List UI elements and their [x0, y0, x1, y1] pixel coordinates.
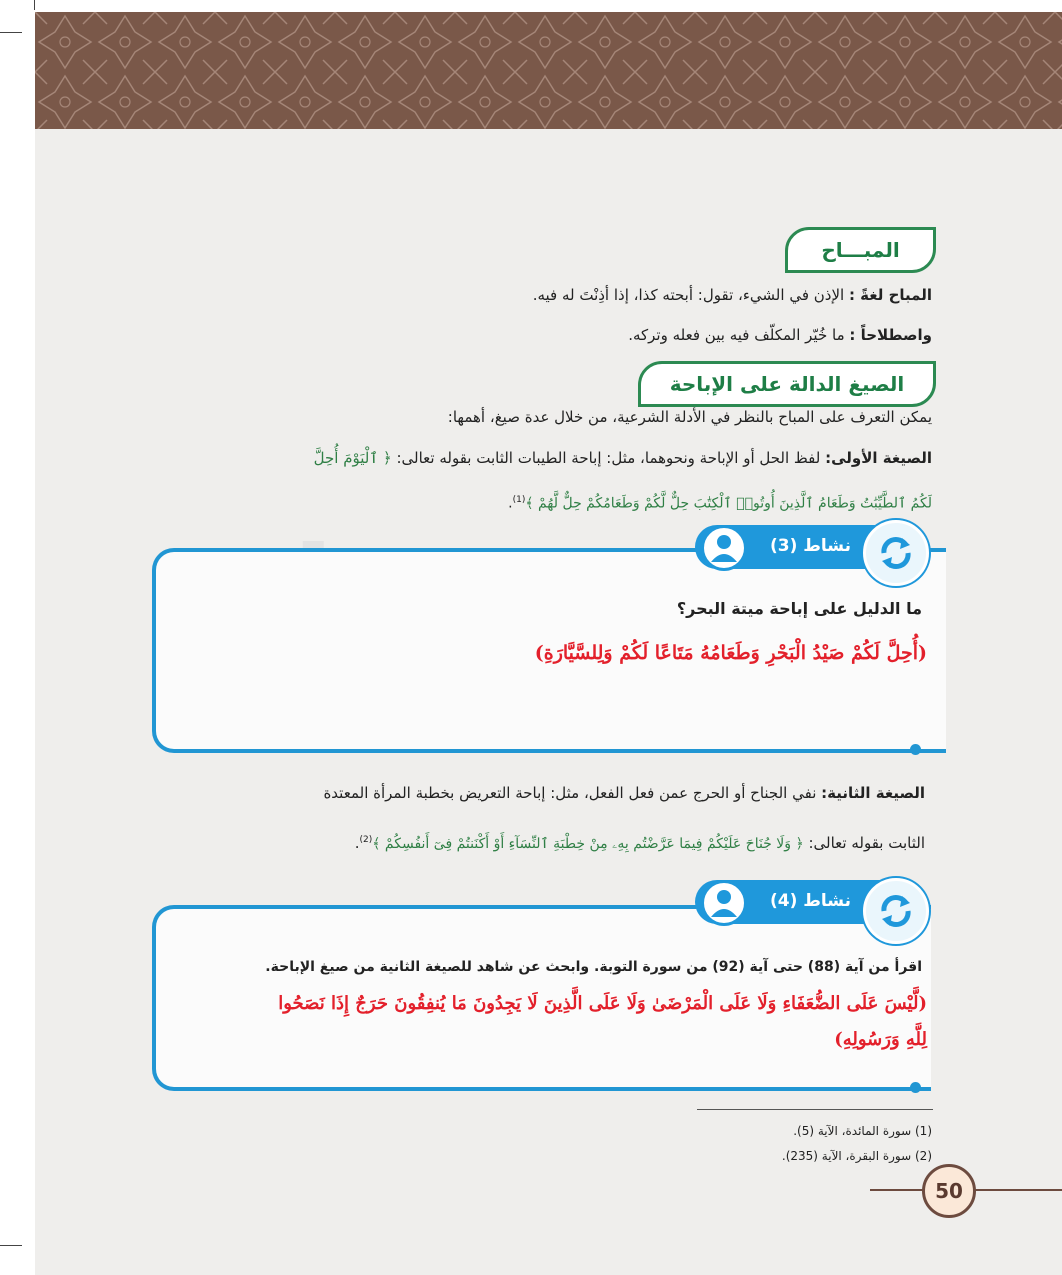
- footnote-2: (2) سورة البقرة، الآية (235).: [781, 1149, 932, 1163]
- second-form-text-b: الثابت بقوله تعالى:: [808, 834, 925, 852]
- refresh-cycle-icon: [863, 878, 929, 944]
- crop-mark: [34, 0, 35, 10]
- activity-3-answer: (أُحِلَّ لَكُمْ صَيْدُ الْبَحْرِ وَطَعَامُهُ مَتَاعًا لَكُمْ وَلِلسَّيَّارَةِ): [534, 642, 927, 664]
- activity-4-question: اقرأ من آية (88) حتى آية (92) من سورة التوبة. وابحث عن شاهد للصيغة الثانية من صيغ الإباحة.: [265, 959, 922, 975]
- footnote-ref-2: (2): [359, 835, 373, 845]
- definition-lugha: [533, 285, 932, 305]
- refresh-cycle-icon: [863, 520, 929, 586]
- activity-4-answer-line-2: لِلَّهِ وَرَسُولِهِ): [834, 1029, 927, 1050]
- frame-end-dot: [910, 1082, 921, 1093]
- decorative-banner: [35, 12, 1062, 129]
- first-verse-start: ﴿ ٱلْيَوْمَ أُحِلَّ: [313, 449, 392, 467]
- activity-4-answer-line-1: (لَّيْسَ عَلَى الضُّعَفَاءِ وَلَا عَلَى الْمَرْضَىٰ وَلَا عَلَى الَّذِينَ لَا يَجِدُونَ مَا يُنفِقُونَ حَرَجٌ إِذَا نَصَحُوا: [278, 993, 927, 1014]
- crop-mark: [0, 32, 22, 33]
- textbook-page: [35, 12, 1062, 1275]
- istilah-label: واصطلاحاً :: [849, 326, 932, 344]
- footnote-1: (1) سورة المائدة، الآية (5).: [793, 1124, 932, 1138]
- second-form: [323, 783, 925, 803]
- activity-3-label: نشاط (3): [769, 536, 851, 556]
- crop-mark: [0, 1245, 22, 1246]
- lugha-label: المباح لغةً :: [848, 286, 932, 304]
- first-form-text: لفظ الحل أو الإباحة ونحوهما، مثل: إباحة الطيبات الثابت بقوله تعالى:: [396, 449, 826, 467]
- section-heading-siyagh: الصيغ الدالة على الإباحة: [638, 361, 936, 407]
- person-icon: [701, 525, 747, 571]
- definition-istilah: [628, 325, 932, 345]
- first-form-label: الصيغة الأولى:: [825, 449, 932, 467]
- page-number: 50: [922, 1164, 976, 1218]
- second-form-label: الصيغة الثانية:: [821, 784, 925, 802]
- activity-3-question: ما الدليل على إباحة ميتة البحر؟: [676, 599, 922, 618]
- person-icon: [701, 880, 747, 926]
- istilah-text: ما خُيّر المكلّف فيه بين فعله وتركه.: [628, 326, 850, 344]
- first-verse-end: لَكُمُ ٱلطَّيِّبَٰتُ وَطَعَامُ ٱلَّذِينَ أُوتُوا۟ ٱلْكِتَٰبَ حِلٌّ لَّكُمْ وَطَعَامُكُمْ حِلٌّ لَّهُمْ ﴾: [525, 495, 932, 512]
- first-verse-line: لَكُمُ ٱلطَّيِّبَٰتُ وَطَعَامُ ٱلَّذِينَ أُوتُوا۟ ٱلْكِتَٰبَ حِلٌّ لَّكُمْ وَطَعَامُكُمْ حِلٌّ لَّهُمْ ﴾$^{(1)}$.: [508, 495, 932, 512]
- activity-4-label: نشاط (4): [769, 891, 851, 911]
- second-verse-line: الثابت بقوله تعالى: ﴿ وَلَا جُنَاحَ عَلَيْكُمْ فِيمَا عَرَّضْتُم بِهِۦ مِنْ خِطْبَةِ ٱلنِّسَآءِ أَوْ أَكْنَنتُمْ فِىٓ أَنفُسِكُمْ ﴾$^{(2)}$.: [354, 834, 925, 852]
- footnote-divider: [697, 1109, 933, 1110]
- second-form-text: نفي الجناح أو الحرج عمن فعل الفعل، مثل: إباحة التعريض بخطبة المرأة المعتدة: [323, 784, 822, 802]
- first-form: [314, 448, 932, 468]
- second-verse: ﴿ وَلَا جُنَاحَ عَلَيْكُمْ فِيمَا عَرَّضْتُم بِهِۦ مِنْ خِطْبَةِ ٱلنِّسَآءِ أَوْ أَكْنَنتُمْ فِىٓ أَنفُسِكُمْ ﴾: [372, 836, 804, 852]
- footnote-ref-1: (1): [512, 495, 526, 505]
- frame-end-dot: [910, 744, 921, 755]
- siyagh-intro: يمكن التعرف على المباح بالنظر في الأدلة الشرعية، من خلال عدة صيغ، أهمها:: [447, 408, 932, 426]
- lugha-text: الإذن في الشيء، تقول: أبحته كذا، إذا أذِنْتَ له فيه.: [532, 286, 849, 304]
- section-heading-mubah: المبـــاح: [785, 227, 936, 273]
